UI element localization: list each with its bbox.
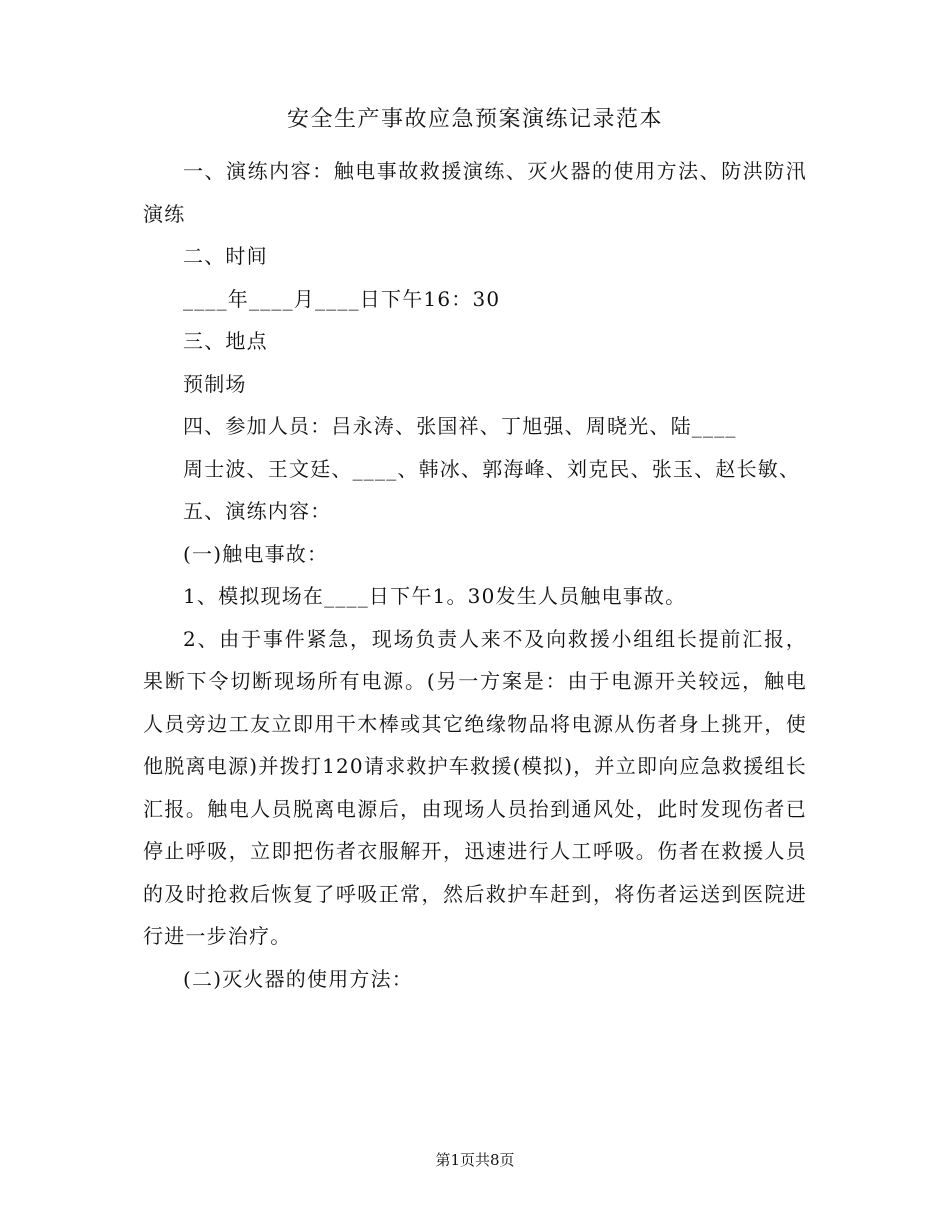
- document-body: [143, 150, 807, 1000]
- paragraph-step-two: 2、由于事件紧急，现场负责人来不及向救援小组组长提前汇报，果断下令切断现场所有电源。(另一方案是：由于电源开关较远，触电人员旁边工友立即用干木棒或其它绝缘物品将电源从伤者身上挑开，使他脱离电源)并拨打120请求救护车救援(模拟)，并立即向应急救援组长汇报。触电人员脱离电源后，由现场人员抬到通风处，此时发现伤者已停止呼吸，立即把伤者衣服解开，迅速进行人工呼吸。伤者在救援人员的及时抢救后恢复了呼吸正常，然后救护车赶到，将伤者运送到医院进行进一步治疗。: [143, 626, 807, 948]
- paragraph-location-heading: 三、地点: [183, 329, 268, 353]
- paragraph-time-value: ____年____月____日下午16：30: [183, 286, 501, 311]
- paragraph-participants-continued: 周士波、王文廷、____、韩冰、郭海峰、刘克民、张玉、赵长敏、: [183, 456, 801, 481]
- paragraph-extinguisher-heading: (二)灭火器的使用方法：: [183, 966, 414, 991]
- paragraph-time-heading: 二、时间: [183, 244, 268, 268]
- paragraph-participants: 四、参加人员：吕永涛、张国祥、丁旭强、周晓光、陆____: [183, 414, 737, 438]
- page-footer: 第1页共8页: [435, 1151, 515, 1169]
- paragraph-electric-shock-heading: (一)触电事故：: [183, 541, 329, 566]
- paragraph-drill-content: 一、演练内容：触电事故救援演练、灭火器的使用方法、防洪防汛演练: [143, 159, 807, 226]
- paragraph-step-one: 1、模拟现场在____日下午1。30发生人员触电事故。: [183, 584, 687, 608]
- paragraph-location-value: 预制场: [183, 371, 247, 396]
- page-title: 安全生产事故应急预案演练记录范本: [286, 107, 663, 132]
- paragraph-section-five-heading: 五、演练内容：: [183, 499, 332, 523]
